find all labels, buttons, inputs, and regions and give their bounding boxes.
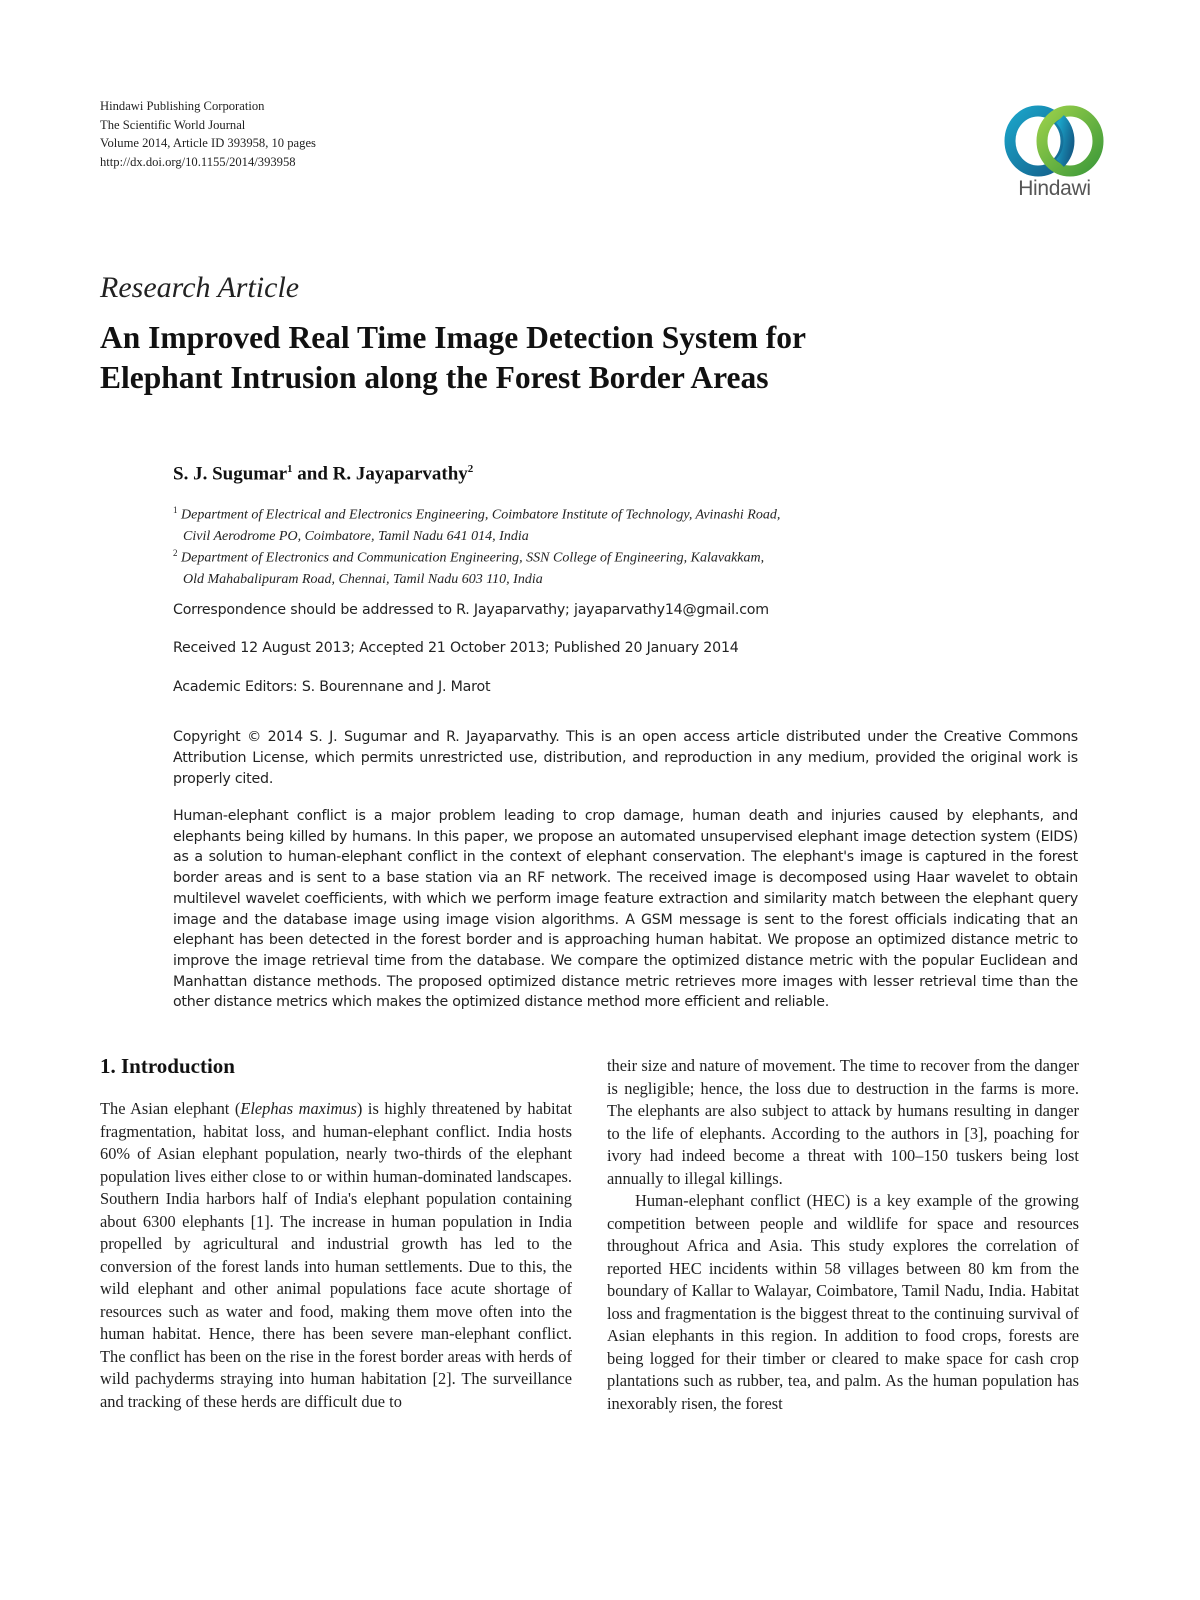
copyright-notice: Copyright © 2014 S. J. Sugumar and R. Jayaparvathy. This is an open access article distributed under the Creative Commons Attribution License, which permits unrestricted use, distribution, and reproduction in any medium, provided the original work is properly cited. <box>173 729 1078 787</box>
title-line-1: An Improved Real Time Image Detection System for <box>100 320 807 355</box>
hindawi-logo <box>1002 105 1107 205</box>
intro-right-column <box>607 1055 1079 1415</box>
author-2: R. Jayaparvathy <box>332 463 468 485</box>
publication-dates: Received 12 August 2013; Accepted 21 October 2013; Published 20 January 2014 <box>173 640 739 656</box>
affiliation-1-line-1: Department of Electrical and Electronics Engineering, Coimbatore Institute of Technology, Avinashi Road, <box>181 507 781 523</box>
affiliation-2-number: 2 <box>173 548 178 558</box>
journal-header <box>100 97 316 171</box>
hindawi-rings-icon <box>1002 105 1107 177</box>
author-1: S. J. Sugumar <box>173 463 288 485</box>
publisher-name: Hindawi Publishing Corporation <box>100 99 265 113</box>
author-conjunction: and <box>292 463 333 485</box>
affiliation-2 <box>173 543 933 590</box>
intro-paragraph-1 <box>100 1098 572 1413</box>
academic-editors: Academic Editors: S. Bourennane and J. Marot <box>173 679 491 695</box>
correspondence: Correspondence should be addressed to R. Jayaparvathy; jayaparvathy14@gmail.com <box>173 602 769 618</box>
affiliation-2-line-2: Old Mahabalipuram Road, Chennai, Tamil Nadu 603 110, India <box>183 571 543 587</box>
doi-link[interactable]: http://dx.doi.org/10.1155/2014/393958 <box>100 154 296 169</box>
section-heading-introduction: 1. Introduction <box>100 1054 235 1078</box>
volume-info: Volume 2014, Article ID 393958, 10 pages <box>100 136 316 150</box>
abstract: Human-elephant conflict is a major problem leading to crop damage, human death and injuries caused by elephants, and elephants being killed by humans. In this paper, we propose an automated unsupervised elephant image detection system (EIDS) as a solution to human-elephant conflict in the context of elephant conservation. The elephant's image is captured in the forest border areas and is sent to a base station via an RF network. The received image is decomposed using Haar wavelet to obtain multilevel wavelet coefficients, with which we perform image feature extraction and similarity match between the elephant query image and the database image using image vision algorithms. A GSM message is sent to the forest officials indicating that an elephant has been detected in the forest border and is approaching human habitat. We propose an optimized distance metric to improve the image retrieval time from the database. We compare the optimized distance metric with the popular Euclidean and Manhattan distance methods. The proposed optimized distance metric retrieves more images with lesser retrieval time than the other distance metrics which makes the optimized distance method more efficient and reliable. <box>173 808 1078 1011</box>
intro-left-column <box>100 1098 572 1413</box>
author-2-affil-mark: 2 <box>467 463 474 475</box>
author-list <box>173 463 473 485</box>
intro-p1-rest: ) is highly threatened by habitat fragmentation, habitat loss, and human-elephant conflict. India hosts 60% of Asian elephant population, nearly two-thirds of the elephant population lives either close to or within human-dominated landscapes. Southern India harbors half of India's elephant population containing about 6300 elephants [1]. The increase in human population in India propelled by agricultural and industrial growth has led to the conversion of the forest lands into human settlements. Due to this, the wild elephant and other animal populations face acute shortage of resources such as water and food, making them move often into the human habitat. Hence, there has been severe man-elephant conflict. The conflict has been on the rise in the forest border areas with herds of wild pachyderms straying into human habitation [2]. The surveillance and tracking of these herds are difficult due to <box>100 1099 572 1411</box>
species-name: Elephas maximus <box>240 1099 357 1118</box>
affiliation-1-number: 1 <box>173 505 178 515</box>
intro-paragraph-2: Human-elephant conflict (HEC) is a key example of the growing competition between people and wildlife for space and resources throughout Africa and Asia. This study explores the correlation of reported HEC incidents within 58 villages between 80 km from the boundary of Kallar to Walayar, Coimbatore, Tamil Nadu, India. Habitat loss and fragmentation is the biggest threat to the continuing survival of Asian elephants in this region. In addition to food crops, forests are being logged for their timber or cleared to make space for cash crop plantations such as rubber, tea, and palm. As the human population has inexorably risen, the forest <box>607 1191 1079 1413</box>
journal-name: The Scientific World Journal <box>100 117 246 132</box>
intro-paragraph-1-continued: their size and nature of movement. The time to recover from the danger is negligible; hence, the loss due to destruction in the farms is more. The elephants are also subject to attack by humans resulting in danger to the life of elephants. According to the authors in [3], poaching for ivory had indeed become a threat with 100–150 tuskers being lost annually to illegal killings. <box>607 1056 1079 1188</box>
intro-p1-start: The Asian elephant ( <box>100 1099 241 1118</box>
affiliation-1-line-2: Civil Aerodrome PO, Coimbatore, Tamil Nadu 641 014, India <box>183 528 529 544</box>
affiliation-2-line-1: Department of Electronics and Communication Engineering, SSN College of Engineering, Kalavakkam, <box>181 550 765 566</box>
author-1-affil-mark: 1 <box>287 463 293 475</box>
article-title <box>100 318 1000 398</box>
affiliation-1 <box>173 500 933 547</box>
logo-text: Hindawi <box>1018 177 1091 200</box>
title-line-2: Elephant Intrusion along the Forest Border Areas <box>100 360 769 395</box>
article-type: Research Article <box>100 271 300 304</box>
